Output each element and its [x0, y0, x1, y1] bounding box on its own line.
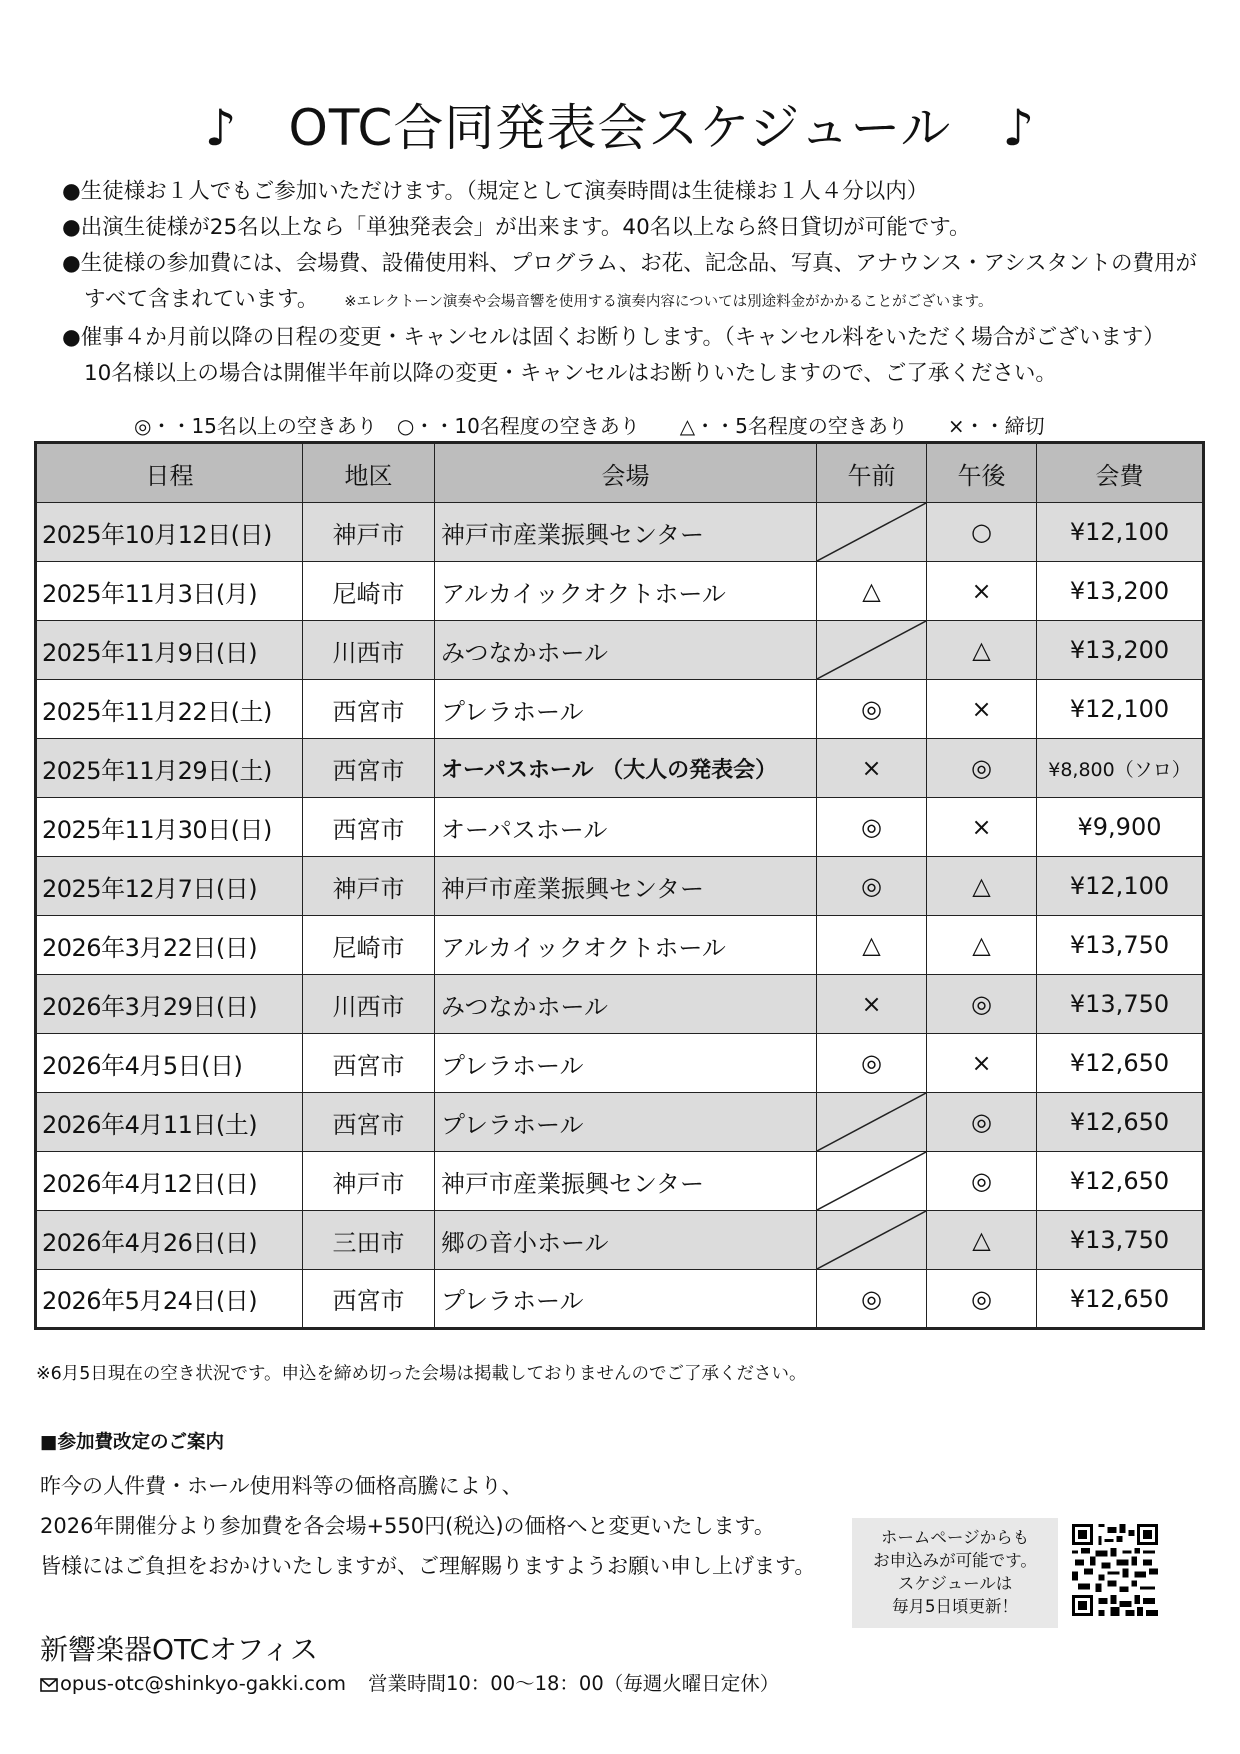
footnote: ※6月5日現在の空き状況です。申込を締め切った会場は掲載しておりませんのでご了承ください。 [36, 1364, 807, 1384]
header-pm: 午後 [927, 443, 1037, 503]
table-row [36, 975, 1204, 1034]
diagonal-slash-icon [817, 1211, 926, 1269]
am-availability-cell: ◎ [817, 1034, 927, 1093]
venue-cell: 神戸市産業振興センター [435, 503, 817, 562]
am-not-available-cell [817, 1211, 927, 1270]
note-3-small: ※エレクトーン演奏や会場音響を使用する演奏内容については別途料金がかかることがございます。 [344, 294, 993, 310]
table-row [36, 621, 1204, 680]
area-cell: 尼崎市 [303, 916, 435, 975]
note-3-cont [62, 282, 1182, 320]
pm-availability-cell: × [927, 680, 1037, 739]
date-cell: 2025年11月9日(日) [36, 621, 303, 680]
am-not-available-cell [817, 1152, 927, 1211]
area-cell: 三田市 [303, 1211, 435, 1270]
header-date: 日程 [36, 443, 303, 503]
note-3: ●生徒様の参加費には、会場費、設備使用料、プログラム、お花、記念品、写真、アナウンス・アシスタントの費用が [62, 251, 1198, 276]
venue-cell: アルカイックオクトホール [435, 562, 817, 621]
diagonal-slash-icon [817, 503, 926, 561]
note-2: ●出演生徒様が25名以上なら「単独発表会」が出来ます。40名以上なら終日貸切が可能です。 [62, 215, 971, 240]
area-cell: 西宮市 [303, 739, 435, 798]
area-cell: 尼崎市 [303, 562, 435, 621]
fee-cell: ¥13,750 [1037, 1211, 1204, 1270]
date-cell: 2025年11月22日(土) [36, 680, 303, 739]
fee-cell: ¥9,900 [1037, 798, 1204, 857]
pm-availability-cell: ◎ [927, 1270, 1037, 1329]
am-availability-cell: ◎ [817, 680, 927, 739]
date-cell: 2025年11月30日(日) [36, 798, 303, 857]
table-row [36, 1270, 1204, 1329]
area-cell: 神戸市 [303, 503, 435, 562]
date-cell: 2026年3月29日(日) [36, 975, 303, 1034]
date-cell: 2026年3月22日(日) [36, 916, 303, 975]
header-fee: 会費 [1037, 443, 1204, 503]
revision-line-2: 2026年開催分より参加費を各会場+550円(税込)の価格へと変更いたします。 [40, 1514, 775, 1538]
fee-cell: ¥12,100 [1037, 680, 1204, 739]
pm-availability-cell: △ [927, 857, 1037, 916]
table-row [36, 916, 1204, 975]
table-row [36, 680, 1204, 739]
am-availability-cell: ◎ [817, 857, 927, 916]
date-cell: 2026年4月5日(日) [36, 1034, 303, 1093]
web-box-line-3: スケジュールは [897, 1574, 1013, 1593]
pm-availability-cell: △ [927, 621, 1037, 680]
pm-availability-cell: × [927, 562, 1037, 621]
am-availability-cell: △ [817, 916, 927, 975]
area-cell: 西宮市 [303, 1093, 435, 1152]
venue-cell: プレラホール [435, 1270, 817, 1329]
contact-line [40, 1668, 779, 1696]
table-row [36, 798, 1204, 857]
table-header-row [36, 443, 1204, 503]
business-hours: 営業時間10：00～18：00（毎週火曜日定休） [367, 1672, 780, 1695]
table-row [36, 1034, 1204, 1093]
pm-availability-cell: × [927, 1034, 1037, 1093]
qr-code-icon[interactable] [1072, 1524, 1158, 1616]
fee-cell: ¥13,750 [1037, 975, 1204, 1034]
diagonal-slash-icon [817, 1152, 926, 1210]
am-not-available-cell [817, 1093, 927, 1152]
pm-availability-cell: ◎ [927, 739, 1037, 798]
fee-cell: ¥13,200 [1037, 621, 1204, 680]
am-availability-cell: ◎ [817, 1270, 927, 1329]
fee-cell: ¥12,100 [1037, 857, 1204, 916]
fee-cell: ¥12,650 [1037, 1093, 1204, 1152]
venue-cell: オーパスホール （大人の発表会） [435, 739, 817, 798]
revision-line-3: 皆様にはご負担をおかけいたしますが、ご理解賜りますようお願い申し上げます。 [40, 1554, 816, 1578]
area-cell: 西宮市 [303, 680, 435, 739]
fee-cell: ¥12,650 [1037, 1270, 1204, 1329]
venue-cell: 神戸市産業振興センター [435, 857, 817, 916]
date-cell: 2025年12月7日(日) [36, 857, 303, 916]
web-box-line-2: お申込みが可能です。 [873, 1551, 1037, 1570]
area-cell: 川西市 [303, 621, 435, 680]
am-availability-cell: × [817, 975, 927, 1034]
pm-availability-cell: ◎ [927, 1152, 1037, 1211]
pm-availability-cell: ○ [927, 503, 1037, 562]
venue-cell: プレラホール [435, 1034, 817, 1093]
venue-cell: みつなかホール [435, 975, 817, 1034]
web-application-box [852, 1518, 1058, 1628]
pm-availability-cell: × [927, 798, 1037, 857]
area-cell: 西宮市 [303, 1034, 435, 1093]
table-row [36, 1211, 1204, 1270]
diagonal-slash-icon [817, 621, 926, 679]
venue-cell: アルカイックオクトホール [435, 916, 817, 975]
pm-availability-cell: △ [927, 1211, 1037, 1270]
area-cell: 西宮市 [303, 798, 435, 857]
table-row [36, 1152, 1204, 1211]
diagonal-slash-icon [817, 1093, 926, 1151]
date-cell: 2025年10月12日(日) [36, 503, 303, 562]
table-row [36, 503, 1204, 562]
am-not-available-cell [817, 621, 927, 680]
date-cell: 2025年11月29日(土) [36, 739, 303, 798]
pm-availability-cell: ◎ [927, 975, 1037, 1034]
email-link[interactable]: opus-otc@shinkyo-gakki.com [60, 1672, 346, 1695]
note-4: ●催事４か月前以降の日程の変更・キャンセルは固くお断りします。（キャンセル料をいただく場合がございます） [62, 325, 1165, 350]
area-cell: 川西市 [303, 975, 435, 1034]
fee-cell: ¥12,650 [1037, 1034, 1204, 1093]
note-4-cont: 10名様以上の場合は開催半年前以降の変更・キャンセルはお断りいたしますので、ご了承ください。 [84, 361, 1057, 386]
date-cell: 2026年4月12日(日) [36, 1152, 303, 1211]
pm-availability-cell: △ [927, 916, 1037, 975]
table-row [36, 562, 1204, 621]
table-row [36, 857, 1204, 916]
office-name: 新響楽器OTCオフィス [40, 1633, 318, 1666]
date-cell: 2026年4月26日(日) [36, 1211, 303, 1270]
revision-heading: ■参加費改定のご案内 [40, 1432, 224, 1453]
venue-cell: オーパスホール [435, 798, 817, 857]
note-3-cont-text: すべて含まれています。 [84, 287, 319, 312]
date-cell: 2026年4月11日(土) [36, 1093, 303, 1152]
am-availability-cell: △ [817, 562, 927, 621]
note-1: ●生徒様お１人でもご参加いただけます。（規定として演奏時間は生徒様お１人４分以内） [62, 179, 929, 204]
pm-availability-cell: ◎ [927, 1093, 1037, 1152]
date-cell: 2025年11月3日(月) [36, 562, 303, 621]
venue-cell: 郷の音小ホール [435, 1211, 817, 1270]
web-box-line-4: 毎月5日頃更新！ [892, 1597, 1018, 1616]
table-row [36, 739, 1204, 798]
header-area: 地区 [303, 443, 435, 503]
venue-cell: プレラホール [435, 680, 817, 739]
am-availability-cell: × [817, 739, 927, 798]
header-am: 午前 [817, 443, 927, 503]
revision-line-1: 昨今の人件費・ホール使用料等の価格高騰により、 [40, 1474, 523, 1498]
page-title: ♪ OTC合同発表会スケジュール ♪ [204, 99, 1036, 157]
date-cell: 2026年5月24日(日) [36, 1270, 303, 1329]
area-cell: 神戸市 [303, 857, 435, 916]
table-row [36, 1093, 1204, 1152]
venue-cell: みつなかホール [435, 621, 817, 680]
fee-cell: ¥12,100 [1037, 503, 1204, 562]
notes [62, 174, 1198, 392]
am-not-available-cell [817, 503, 927, 562]
header-venue: 会場 [435, 443, 817, 503]
venue-cell: 神戸市産業振興センター [435, 1152, 817, 1211]
mail-icon [40, 1678, 58, 1692]
fee-cell: ¥12,650 [1037, 1152, 1204, 1211]
area-cell: 神戸市 [303, 1152, 435, 1211]
am-availability-cell: ◎ [817, 798, 927, 857]
schedule-table [34, 441, 1205, 1330]
fee-cell: ¥13,200 [1037, 562, 1204, 621]
legend: ◎・・15名以上の空きあり ○・・10名程度の空きあり △・・5名程度の空きあり ×・・締切 [134, 414, 1045, 438]
venue-cell: プレラホール [435, 1093, 817, 1152]
fee-cell: ¥13,750 [1037, 916, 1204, 975]
area-cell: 西宮市 [303, 1270, 435, 1329]
fee-cell: ¥8,800（ソロ） [1037, 739, 1204, 798]
web-box-line-1: ホームページからも [880, 1528, 1030, 1547]
